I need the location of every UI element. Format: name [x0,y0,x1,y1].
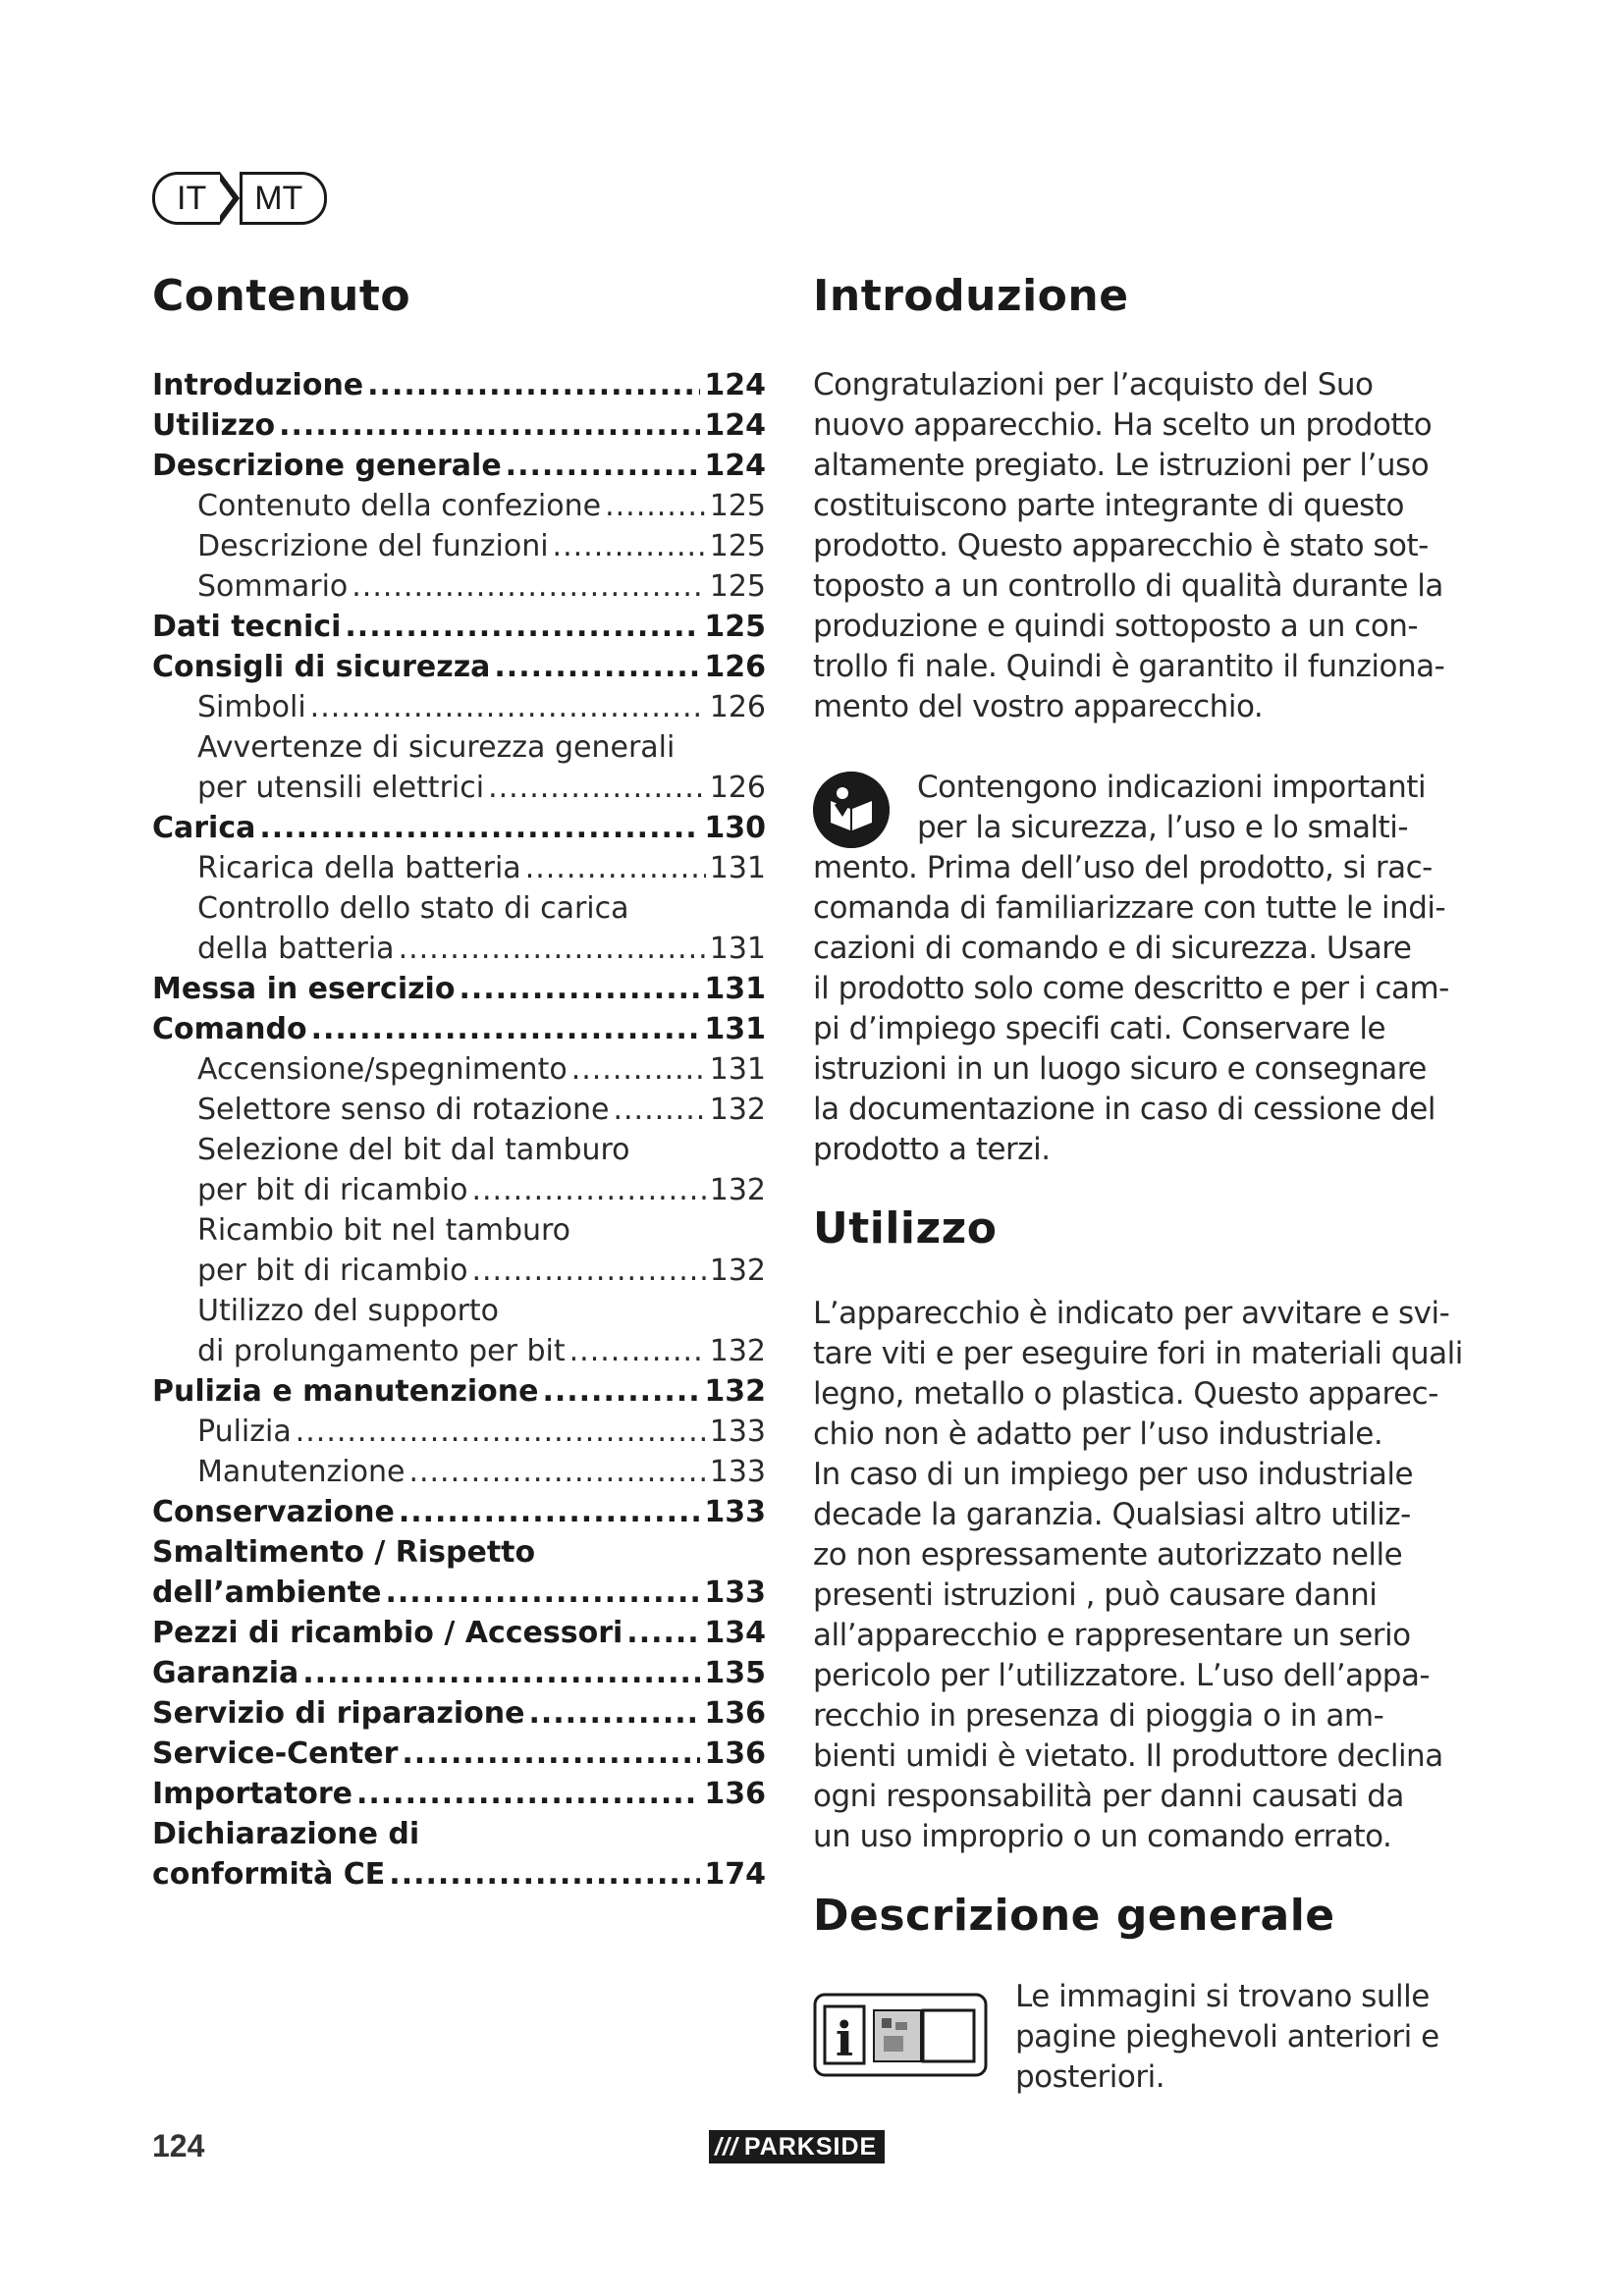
toc-entry-page: 132 [709,1093,766,1127]
toc-entry-label: di prolungamento per bit [197,1334,566,1368]
toc-entry-label: della batteria [197,932,395,966]
text-line: pagine pieghevoli anteriori e [1015,2019,1439,2055]
toc-entry [152,1693,766,1734]
toc-entry-page: 132 [709,1334,766,1368]
toc-leader-dots [542,1371,700,1412]
lang-separator [220,172,240,225]
safety-note-intro [917,768,1426,848]
toc-entry [152,768,766,808]
toc-entry-label: Carica [152,811,256,845]
toc-entry-label: dell’ambiente [152,1575,382,1610]
toc-entry [152,1170,766,1210]
text-line: produzione e quindi sottoposto a un con- [813,609,1419,644]
toc-entry-page: 130 [704,811,766,845]
toc-entry [152,566,766,607]
toc-entry-page: 125 [709,569,766,604]
toc-entry-page: 135 [704,1656,766,1690]
toc-leader-dots [399,1492,701,1532]
toc-entry [152,727,766,768]
toc-entry [152,365,766,405]
toc-entry-label: Introduzione [152,368,364,402]
toc-entry-label: Pulizia [197,1415,292,1449]
toc-leader-dots [311,1009,701,1049]
toc-entry-label: per bit di ricambio [197,1173,468,1207]
toc-entry-label: Servizio di riparazione [152,1696,525,1731]
safety-note-text [813,848,1449,1170]
toc-leader-dots [525,848,706,888]
toc-entry [152,1412,766,1452]
toc-entry [152,607,766,647]
text-line: zo non espressamente autorizzato nelle [813,1537,1403,1573]
language-badge [152,173,327,224]
text-line: prodotto a terzi. [813,1132,1051,1167]
toc-entry [152,1613,766,1653]
text-line: mento del vostro apparecchio. [813,689,1264,724]
toc-leader-dots [571,1049,706,1090]
toc-entry [152,1009,766,1049]
toc-entry [152,1532,766,1573]
toc-entry-label: Dati tecnici [152,610,342,644]
toc-entry-page: 125 [704,610,766,644]
toc-leader-dots [302,1653,700,1693]
text-line: cazioni di comando e di sicurezza. Usare [813,931,1412,966]
toc-entry [152,1452,766,1492]
toc-entry-label: Consigli di sicurezza [152,650,491,684]
toc-entry-label: per bit di ricambio [197,1254,468,1288]
toc-entry-page: 126 [709,771,766,805]
text-line: comanda di familiarizzare con tutte le indi- [813,890,1446,926]
toc-entry-page: 132 [709,1173,766,1207]
toc-entry-label: Selettore senso di rotazione [197,1093,610,1127]
toc-entry [152,1291,766,1331]
intro-title: Introduzione [813,271,1129,321]
text-line: pericolo per l’utilizzatore. L’uso dell’appa- [813,1658,1431,1693]
text-line: legno, metallo o plastica. Questo apparec- [813,1376,1438,1412]
toc-entry [152,1734,766,1774]
text-line: altamente pregiato. Le istruzioni per l’uso [813,448,1430,483]
toc-leader-dots [553,526,706,566]
text-line: L’apparecchio è indicato per avvitare e svi- [813,1296,1450,1331]
toc-entry [152,405,766,446]
toc-title: Contenuto [152,271,411,321]
toc-entry [152,687,766,727]
text-line: costituiscono parte integrante di questo [813,488,1404,523]
toc-leader-dots [494,647,700,687]
toc-leader-dots [528,1693,700,1734]
toc-entry [152,1090,766,1130]
toc-entry-page: 133 [709,1455,766,1489]
text-line: tare viti e per eseguire fori in materiali quali [813,1336,1463,1371]
toc-entry-label: Sommario [197,569,349,604]
toc-entry [152,647,766,687]
toc-entry-label: Contenuto della confezione [197,489,602,523]
text-line: trollo fi nale. Quindi è garantito il funziona- [813,649,1445,684]
toc-entry [152,808,766,848]
toc-entry [152,1814,766,1854]
toc-entry-page: 124 [704,449,766,483]
toc-entry [152,848,766,888]
toc-leader-dots [506,446,701,486]
toc-entry-page: 134 [704,1616,766,1650]
toc-entry [152,1492,766,1532]
text-line: ogni responsabilità per danni causati da [813,1779,1404,1814]
toc-leader-dots [399,929,706,969]
toc-leader-dots [569,1331,706,1371]
toc-entry-page: 131 [709,1052,766,1087]
toc-entry-label: Pulizia e manutenzione [152,1374,539,1409]
toc-entry-label: Manutenzione [197,1455,406,1489]
text-line: per la sicurezza, l’uso e lo smalti- [917,810,1409,845]
toc-leader-dots [345,607,700,647]
text-line: toposto a un controllo di qualità durante la [813,568,1443,604]
toc-leader-dots [310,687,706,727]
toc-entry [152,1774,766,1814]
toc-entry-label: conformità CE [152,1857,386,1892]
toc-leader-dots [626,1613,700,1653]
toc-leader-dots [259,808,700,848]
text-line: chio non è adatto per l’uso industriale. [813,1416,1383,1452]
text-line: mento. Prima dell’uso del prodotto, si rac- [813,850,1433,885]
toc-entry-label: Conservazione [152,1495,395,1529]
text-line: nuovo apparecchio. Ha scelto un prodotto [813,407,1433,443]
toc-leader-dots [279,405,700,446]
toc-entry [152,888,766,929]
toc-entry-label: Comando [152,1012,307,1046]
toc-entry [152,446,766,486]
text-line: pi d’impiego specifi cati. Conservare le [813,1011,1386,1046]
info-foldout-icon [813,1993,988,2077]
general-title: Descrizione generale [813,1891,1335,1941]
toc-entry-label: per utensili elettrici [197,771,485,805]
toc-entry-label: Service-Center [152,1736,399,1771]
toc-entry-page: 131 [704,972,766,1006]
toc-entry-label: Descrizione del funzioni [197,529,549,563]
toc-leader-dots [471,1251,705,1291]
toc-entry [152,1653,766,1693]
toc-entry-page: 136 [704,1736,766,1771]
brand-name: PARKSIDE [743,2133,878,2161]
toc-entry [152,1130,766,1170]
toc-entry [152,486,766,526]
toc-leader-dots [471,1170,705,1210]
svg-text:i: i [835,2012,854,2067]
toc-entry-label: Pezzi di ricambio / Accessori [152,1616,623,1650]
toc-entry-page: 133 [704,1495,766,1529]
toc-entry-page: 136 [704,1696,766,1731]
text-line: all’apparecchio e rappresentare un serio [813,1618,1411,1653]
intro-text [813,365,1444,727]
text-line: In caso di un impiego per uso industriale [813,1457,1414,1492]
toc-entry-label: Descrizione generale [152,449,502,483]
toc-entry-label: Controllo dello stato di carica [197,891,629,926]
text-line: presenti istruzioni , può causare danni [813,1577,1378,1613]
toc-entry-label: Ricarica della batteria [197,851,521,885]
toc-leader-dots [605,486,706,526]
text-line: la documentazione in caso di cessione del [813,1092,1435,1127]
toc-leader-dots [367,365,700,405]
toc-entry-page: 131 [709,932,766,966]
lang-code-mt: MT [240,172,327,225]
toc-entry-page: 131 [709,851,766,885]
toc-entry-page: 136 [704,1777,766,1811]
toc-leader-dots [352,566,705,607]
toc-entry [152,1210,766,1251]
toc-entry [152,1573,766,1613]
usage-title: Utilizzo [813,1203,998,1254]
toc-entry [152,1251,766,1291]
toc-entry-page: 125 [709,489,766,523]
text-line: prodotto. Questo apparecchio è stato sot- [813,528,1429,563]
toc-entry-page: 133 [704,1575,766,1610]
page-number: 124 [152,2128,205,2163]
toc-entry-page: 126 [704,650,766,684]
toc-entry-label: Ricambio bit nel tamburo [197,1213,571,1248]
toc-entry-label: Selezione del bit dal tamburo [197,1133,630,1167]
toc-leader-dots [385,1573,700,1613]
toc-entry-page: 174 [704,1857,766,1892]
toc-entry [152,1854,766,1895]
toc-entry-page: 132 [704,1374,766,1409]
table-of-contents [152,365,766,1895]
toc-entry-label: Smaltimento / Rispetto [152,1535,536,1570]
toc-leader-dots [296,1412,706,1452]
lang-code-it: IT [152,172,220,225]
toc-leader-dots [488,768,706,808]
toc-entry [152,929,766,969]
toc-leader-dots [389,1854,700,1895]
toc-entry-label: Dichiarazione di [152,1817,420,1851]
text-line: Le immagini si trovano sulle [1015,1979,1430,2014]
toc-entry [152,1331,766,1371]
toc-entry-page: 124 [704,408,766,443]
toc-entry-label: Utilizzo [152,408,276,443]
toc-leader-dots [459,969,700,1009]
toc-entry [152,526,766,566]
toc-entry-label: Utilizzo del supporto [197,1294,500,1328]
toc-leader-dots [613,1090,705,1130]
toc-entry-page: 126 [709,690,766,724]
toc-entry-label: Simboli [197,690,306,724]
toc-entry [152,1371,766,1412]
toc-entry-label: Garanzia [152,1656,299,1690]
text-line: Contengono indicazioni importanti [917,770,1427,805]
toc-entry-page: 133 [709,1415,766,1449]
toc-entry-page: 131 [704,1012,766,1046]
toc-entry-page: 124 [704,368,766,402]
text-line: decade la garanzia. Qualsiasi altro utiliz- [813,1497,1411,1532]
toc-leader-dots [408,1452,705,1492]
text-line: un uso improprio o un comando errato. [813,1819,1392,1854]
usage-text [813,1294,1463,1857]
general-text [1015,1977,1439,2098]
text-line: Congratulazioni per l’acquisto del Suo [813,367,1374,402]
toc-entry-label: Accensione/spegnimento [197,1052,568,1087]
text-line: il prodotto solo come descritto e per i cam- [813,971,1449,1006]
toc-leader-dots [402,1734,700,1774]
text-line: istruzioni in un luogo sicuro e consegnare [813,1051,1427,1087]
text-line: posteriori. [1015,2059,1165,2095]
brand-logo [709,2130,885,2163]
toc-entry-label: Avvertenze di sicurezza generali [197,730,676,765]
read-manual-icon [813,772,890,848]
toc-entry [152,969,766,1009]
toc-entry-label: Messa in esercizio [152,972,456,1006]
toc-leader-dots [356,1774,700,1814]
brand-stripes: /// [715,2133,738,2161]
text-line: bienti umidi è vietato. Il produttore declina [813,1738,1443,1774]
toc-entry-page: 132 [709,1254,766,1288]
text-line: recchio in presenza di pioggia o in am- [813,1698,1384,1734]
toc-entry-label: Importatore [152,1777,352,1811]
toc-entry-page: 125 [709,529,766,563]
toc-entry [152,1049,766,1090]
